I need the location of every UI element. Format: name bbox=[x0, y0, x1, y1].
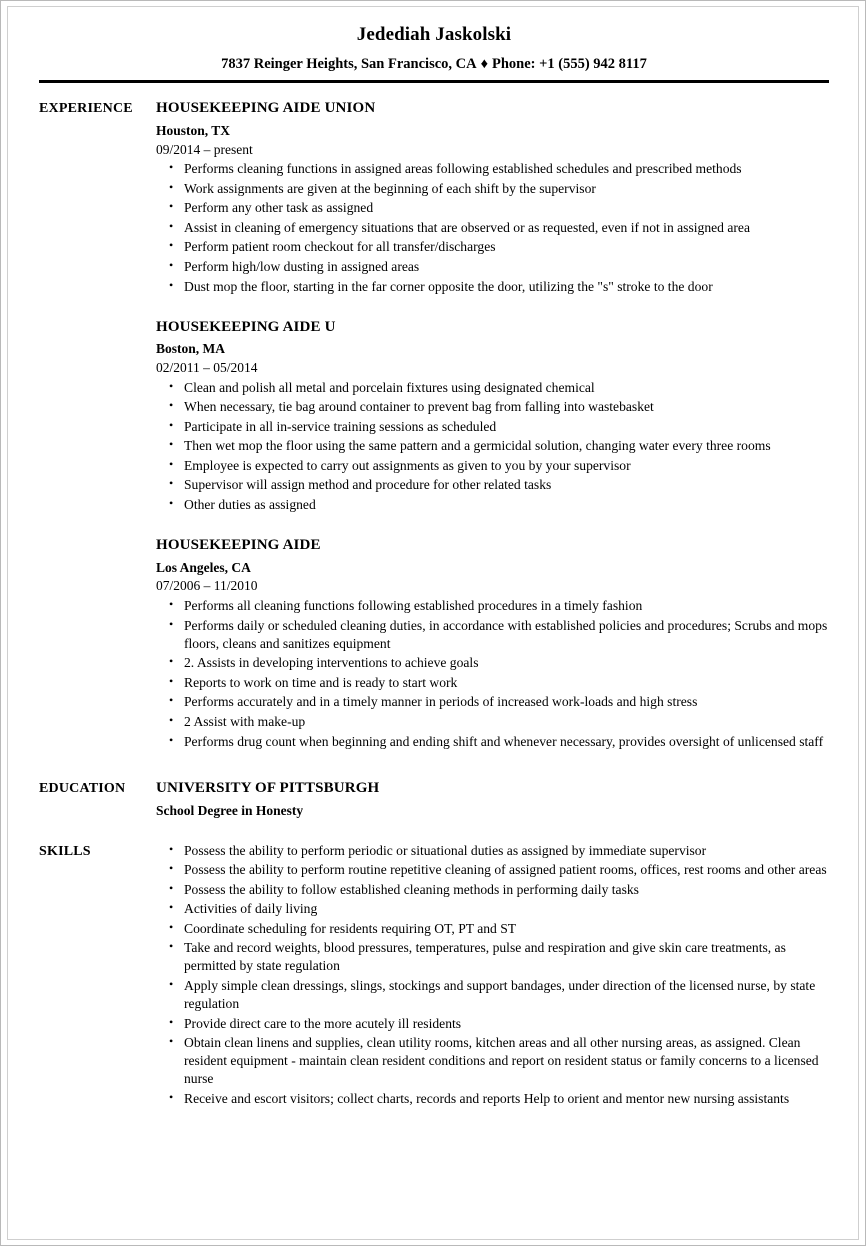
job-bullet: • Perform patient room checkout for all transfer/discharges bbox=[156, 238, 829, 256]
job-bullet: • Supervisor will assign method and procedure for other related tasks bbox=[156, 476, 829, 494]
header-divider bbox=[39, 80, 829, 83]
job-bullet: • Performs accurately and in a timely manner in periods of increased work-loads and high stress bbox=[156, 693, 829, 711]
job-dates: 02/2011 – 05/2014 bbox=[156, 359, 258, 375]
job-title: HOUSEKEEPING AIDE U bbox=[156, 318, 336, 335]
job-bullet-list bbox=[156, 160, 829, 296]
job-title: HOUSEKEEPING AIDE UNION bbox=[156, 100, 376, 117]
skill-bullet: • Obtain clean linens and supplies, clean utility rooms, kitchen areas and all other nursing areas, as assigned. Clean resident equipment - maintain clean resident conditions and report on resident status or family concerns to a licensed nurse bbox=[156, 1034, 829, 1088]
skills-section-body bbox=[156, 842, 829, 1110]
job-dates: 09/2014 – present bbox=[156, 141, 253, 157]
skill-bullet: • Apply simple clean dressings, slings, stockings and support bandages, under direction of the licensed nurse, by state regulation bbox=[156, 977, 829, 1013]
education-degree: School Degree in Honesty bbox=[156, 802, 304, 818]
skill-bullet: • Provide direct care to the more acutely ill residents bbox=[156, 1015, 829, 1033]
candidate-address: 7837 Reinger Heights, San Francisco, CA bbox=[221, 55, 477, 72]
job-bullet: • 2 Assist with make-up bbox=[156, 713, 829, 731]
skills-bullet-list bbox=[156, 842, 829, 1109]
education-section bbox=[39, 779, 829, 819]
education-school: UNIVERSITY OF PITTSBURGH bbox=[156, 780, 380, 797]
skills-section-label: SKILLS bbox=[39, 843, 91, 859]
experience-section-label: EXPERIENCE bbox=[39, 101, 133, 117]
diamond-separator-icon: ♦ bbox=[480, 55, 489, 72]
candidate-phone: Phone: +1 (555) 942 8117 bbox=[492, 55, 647, 72]
job-title: HOUSEKEEPING AIDE bbox=[156, 537, 321, 554]
job-bullet: • Assist in cleaning of emergency situations that are observed or as requested, even if not in assigned area bbox=[156, 219, 829, 237]
skill-bullet: • Receive and escort visitors; collect charts, records and reports Help to orient and mentor new nursing assistants bbox=[156, 1090, 829, 1108]
education-spacer bbox=[39, 752, 829, 779]
skill-bullet: • Possess the ability to perform routine repetitive cleaning of assigned patient rooms, offices, rest rooms and other areas bbox=[156, 861, 829, 879]
job-bullet-list bbox=[156, 379, 829, 515]
resume-content bbox=[39, 23, 829, 1110]
experience-entry bbox=[156, 99, 829, 295]
job-bullet: • When necessary, tie bag around container to prevent bag from falling into wastebasket bbox=[156, 398, 829, 416]
skill-bullet: • Activities of daily living bbox=[156, 900, 829, 918]
experience-section-body bbox=[156, 99, 829, 752]
job-bullet: • Work assignments are given at the beginning of each shift by the supervisor bbox=[156, 180, 829, 198]
candidate-name: Jedediah Jaskolski bbox=[356, 24, 512, 45]
skill-bullet: • Take and record weights, blood pressures, temperatures, pulse and respiration and give skin care treatments, as permitted by state regulation bbox=[156, 939, 829, 975]
education-section-label: EDUCATION bbox=[39, 781, 126, 797]
experience-section bbox=[39, 99, 829, 752]
education-entry bbox=[156, 779, 829, 819]
experience-entry bbox=[156, 318, 829, 514]
job-bullet-list bbox=[156, 597, 829, 751]
skill-bullet: • Coordinate scheduling for residents requiring OT, PT and ST bbox=[156, 920, 829, 938]
job-bullet: • Performs cleaning functions in assigned areas following established schedules and prescribed methods bbox=[156, 160, 829, 178]
job-bullet: • Dust mop the floor, starting in the far corner opposite the door, utilizing the "s" stroke to the door bbox=[156, 278, 829, 296]
job-bullet: • 2. Assists in developing interventions to achieve goals bbox=[156, 654, 829, 672]
job-bullet: • Performs daily or scheduled cleaning duties, in accordance with established policies and procedures; Scrubs and mops floors, cleans and sanitizes equipment bbox=[156, 617, 829, 653]
job-bullet: • Clean and polish all metal and porcelain fixtures using designated chemical bbox=[156, 379, 829, 397]
job-bullet: • Employee is expected to carry out assignments as given to you by your supervisor bbox=[156, 457, 829, 475]
job-bullet: • Participate in all in-service training sessions as scheduled bbox=[156, 418, 829, 436]
job-location: Los Angeles, CA bbox=[156, 559, 251, 575]
experience-entry bbox=[156, 536, 829, 751]
skill-bullet: • Possess the ability to perform periodic or situational duties as assigned by immediate supervisor bbox=[156, 842, 829, 860]
skills-section bbox=[39, 842, 829, 1110]
job-bullet: • Performs drug count when beginning and ending shift and whenever necessary, provides oversight of unlicensed staff bbox=[156, 733, 829, 751]
job-bullet: • Perform high/low dusting in assigned areas bbox=[156, 258, 829, 276]
contact-line bbox=[39, 56, 829, 73]
job-location: Houston, TX bbox=[156, 122, 231, 138]
job-location: Boston, MA bbox=[156, 341, 226, 357]
skill-bullet: • Possess the ability to follow established cleaning methods in performing daily tasks bbox=[156, 881, 829, 899]
education-section-body bbox=[156, 779, 829, 819]
job-bullet: • Other duties as assigned bbox=[156, 496, 829, 514]
job-bullet: • Perform any other task as assigned bbox=[156, 199, 829, 217]
job-bullet: • Reports to work on time and is ready to start work bbox=[156, 674, 829, 692]
skills-spacer bbox=[39, 820, 829, 842]
job-bullet: • Performs all cleaning functions following established procedures in a timely fashion bbox=[156, 597, 829, 615]
job-bullet: • Then wet mop the floor using the same pattern and a germicidal solution, changing water every three rooms bbox=[156, 437, 829, 455]
job-dates: 07/2006 – 11/2010 bbox=[156, 578, 258, 594]
